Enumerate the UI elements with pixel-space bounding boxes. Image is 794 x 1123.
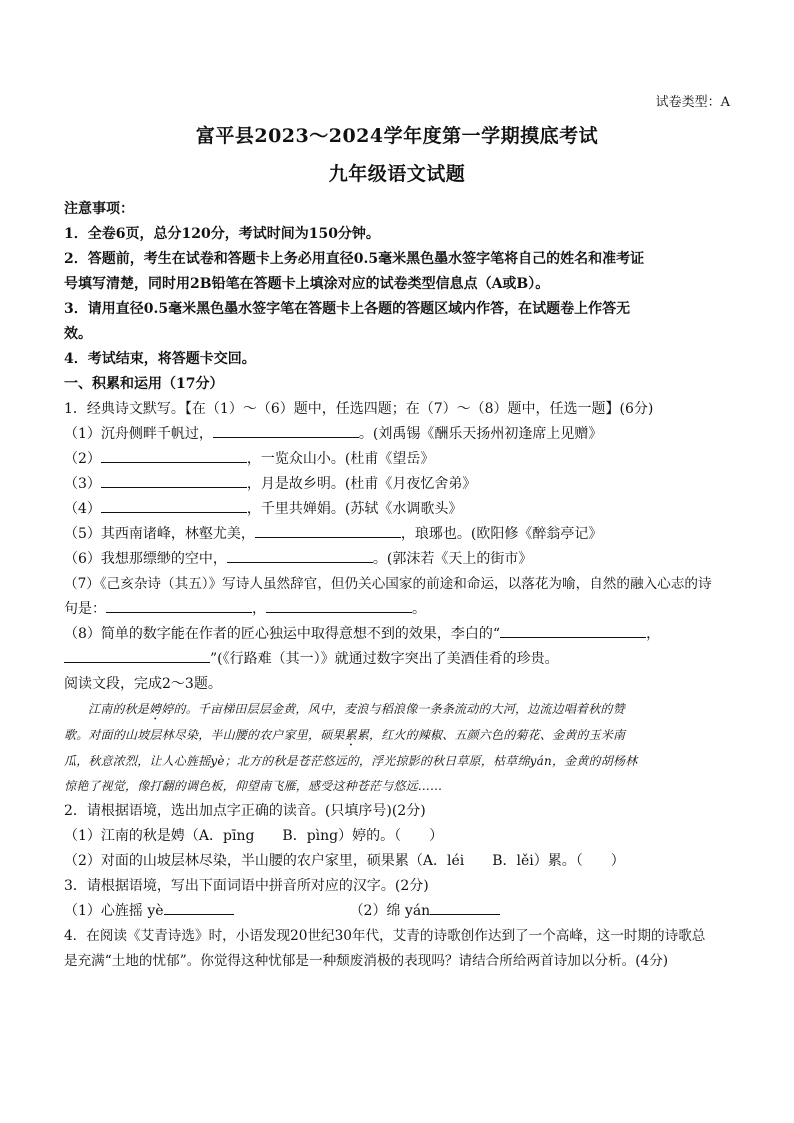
q3-item-1: （1）心旌摇 yè (64, 903, 164, 919)
q1-5-text-b: ，琅琊也。(欧阳修《醉翁亭记》 (400, 526, 603, 542)
q1-item-7b (64, 597, 728, 622)
passage-text: 江南的秋是 (88, 702, 150, 716)
q1-5-text-a: （5）其西南诸峰，林壑尤美， (64, 526, 255, 542)
q1-item-8a (64, 622, 728, 647)
exam-subtitle: 九年级语文试题 (328, 163, 466, 185)
answer-blank[interactable] (101, 472, 247, 488)
q1-8-text-c: ”(《行路难（其一）》就通过数字突出了美酒佳肴的珍贵。 (210, 651, 559, 667)
passage-line-1 (64, 697, 728, 723)
q1-item-2 (64, 447, 728, 472)
answer-blank[interactable] (101, 497, 247, 513)
reading-intro: 阅读文段，完成2～3题。 (64, 676, 222, 692)
answer-blank[interactable] (266, 597, 412, 613)
passage-line-4: 惊艳了视觉，像打翻的调色板，仰望南飞雁，感受这种苍茫与悠远…… (64, 779, 443, 793)
answer-blank[interactable] (227, 547, 373, 563)
q2-item-1: （1）江南的秋是娉（A．pīng B．pìng）婷的。（ ） (64, 828, 444, 844)
answer-blank[interactable] (430, 899, 500, 915)
q1-item-7a: （7）《己亥杂诗（其五）》写诗人虽然辞官，但仍关心国家的前途和命运，以落花为喻，自然的融入心志的诗 (64, 576, 712, 592)
passage-text: 歌。对面的山坡层林尽染，半山腰的农户家里，硕果 (64, 728, 345, 742)
section-heading: 一、积累和运用（17分） (64, 376, 224, 392)
q1-6-text-b: 。(郭沫若《天上的街市》 (372, 551, 533, 567)
q1-4-text-a: （4） (64, 501, 101, 517)
q2-stem: 2．请根据语境，选出加点字正确的读音。(只填序号)(2分) (64, 803, 426, 819)
exam-body (64, 197, 728, 974)
q1-7-text-d: 。 (412, 601, 426, 617)
answer-blank[interactable] (255, 522, 401, 538)
note-3b: 效。 (64, 326, 92, 342)
answer-blank[interactable] (500, 622, 646, 638)
q2-item-2: （2）对面的山坡层林尽染，半山腰的农户家里，硕果累（A．léi B．lěi）累。（ ） (64, 853, 625, 869)
q1-8-text-a: （8）简单的数字能在作者的匠心独运中取得意想不到的效果，李白的“ (64, 626, 501, 642)
q1-item-5 (64, 522, 728, 547)
passage-text: 婷的。千亩梯田层层金黄，风中，麦浪与稻浪像一条条流动的大河，边流边唱着秋的赞 (161, 702, 625, 716)
answer-blank[interactable] (101, 447, 247, 463)
q1-item-8b (64, 647, 728, 672)
q1-item-4 (64, 497, 728, 522)
passage-line-3: 瓜，秋意浓烈，让人心旌摇yè；北方的秋是苍茫悠远的，浮光掠影的秋日草原，枯草绵yán，金黄的胡杨林 (64, 754, 638, 768)
note-3a: 3．请用直径0.5毫米黑色墨水签字笔在答题卡上各题的答题区域内作答，在试题卷上作答无 (64, 301, 631, 317)
passage-line-2 (64, 723, 728, 749)
answer-blank[interactable] (164, 899, 234, 915)
answer-blank[interactable] (106, 597, 252, 613)
q4-line-1: 4．在阅读《艾青诗选》时，小语发现20世纪30年代，艾青的诗歌创作达到了一个高峰，这一时期的诗歌总 (64, 928, 706, 944)
q1-stem: 1．经典诗文默写。【在（1）～（6）题中，任选四题；在（7）～（8）题中，任选一题】(6分) (64, 401, 654, 417)
q3-stem: 3．请根据语境，写出下面词语中拼音所对应的汉字。(2分) (64, 878, 429, 894)
note-1: 1．全卷6页，总分120分，考试时间为150分钟。 (64, 226, 380, 242)
answer-blank[interactable] (213, 422, 359, 438)
q1-2-text-b: ，一览众山小。(杜甫《望岳》 (246, 451, 435, 467)
exam-title: 富平县2023～2024学年度第一学期摸底考试 (195, 125, 599, 147)
paper-type-label: 试卷类型：A (655, 95, 730, 110)
q1-7-text-b: 句是： (64, 601, 106, 617)
q1-4-text-b: ，千里共婵娟。(苏轼《水调歌头》 (246, 501, 463, 517)
q1-1-text-b: 。(刘禹锡《酬乐天扬州初逢席上见赠》 (358, 426, 603, 442)
q1-3-text-a: （3） (64, 476, 101, 492)
note-4: 4．考试结束，将答题卡交回。 (64, 351, 256, 367)
answer-blank[interactable] (64, 647, 210, 663)
note-2b: 号填写清楚，同时用2B铅笔在答题卡上填涂对应的试卷类型信息点（A或B）。 (64, 276, 550, 292)
dotted-char: 娉 (149, 702, 162, 716)
q1-item-6 (64, 547, 728, 572)
q1-7-text-c: ， (252, 601, 266, 617)
q1-3-text-b: ，月是故乡明。(杜甫《月夜忆舍弟》 (246, 476, 477, 492)
q1-item-3 (64, 472, 728, 497)
q1-item-1 (64, 422, 728, 447)
dotted-char: 累 (344, 728, 357, 742)
q3-item-2: （2）绵 yán (349, 903, 431, 919)
q3-items (64, 899, 728, 924)
reading-passage (64, 697, 728, 799)
q1-6-text-a: （6）我想那缥缈的空中， (64, 551, 227, 567)
q1-2-text-a: （2） (64, 451, 101, 467)
notes-heading: 注意事项： (64, 201, 134, 217)
q1-8-text-b: ， (646, 626, 661, 642)
note-2a: 2．答题前，考生在试卷和答题卡上务必用直径0.5毫米黑色墨水签字笔将自己的姓名和准考证 (64, 251, 645, 267)
q1-1-text-a: （1）沉舟侧畔千帆过， (64, 426, 213, 442)
q4-line-2: 是充满“土地的忧郁”。你觉得这种忧郁是一种颓废消极的表现吗？请结合所给两首诗加以分析。(4分) (64, 953, 669, 969)
passage-text: 累，红火的辣椒、五颜六色的菊花、金黄的玉米南 (356, 728, 626, 742)
